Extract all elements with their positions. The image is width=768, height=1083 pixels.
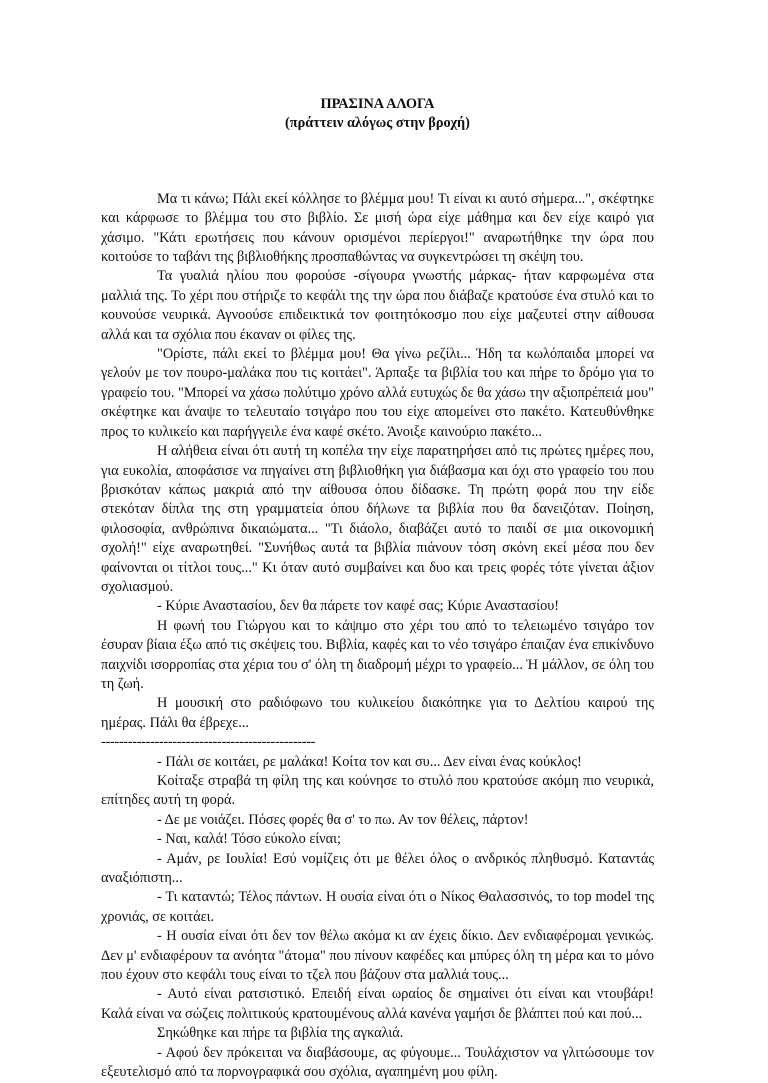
dialogue-line: - Ναι, καλά! Τόσο εύκολο είναι; xyxy=(157,831,341,848)
title-spacer xyxy=(101,134,654,190)
dialogue-line: - Η ουσία είναι ότι δεν τον θέλω ακόμα κι αν έχεις δίκιο. Δεν ενδιαφέρομαι γενικώς. Δεν μ' ενδιαφέρουν τα ανόητα "άτομα" που πίνουν καφέδες και μπύρες όλη τη μέρα και το μόνο που έχουν στο κεφάλι τους είναι το τζελ που βάζουν στα μαλλιά τους... xyxy=(101,928,654,984)
dialogue-line: Κοίταξε στραβά τη φίλη της και κούνησε το στυλό που κρατούσε ακόμη πιο νευρικά, επίτηδες αυτή τη φορά. xyxy=(101,773,654,809)
dialogue-line: - Αφού δεν πρόκειται να διαβάσουμε, ας φύγουμε... Τουλάχιστον να γλιτώσουμε τον εξευτελισμό από τα πορνογραφικά σου σχόλια, αγαπημένη μου φίλη. xyxy=(101,1044,654,1081)
dialogue-line: - Τι καταντώ; Τέλος πάντων. Η ουσία είναι ότι ο Νίκος Θαλασσινός, το top model της χρονιάς, σε κοιτάει. xyxy=(101,889,654,925)
paragraph: Τα γυαλιά ηλίου που φορούσε -σίγουρα γνωστής μάρκας- ήταν καρφωμένα στα μαλλιά της. Το χέρι που στήριζε το κεφάλι της την ώρα που διάβαζε κρατούσε ένα στυλό και το κουνούσε νευρικά. Αγνοούσε επιδεικτικά τον φοιτητόκοσμο που είχε μαζευτεί στην αίθουσα αλλά και τα σχόλια που έκαναν οι φίλες της. xyxy=(101,268,654,343)
paragraph: Η αλήθεια είναι ότι αυτή τη κοπέλα την είχε παρατηρήσει από τις πρώτες ημέρες που, για ευκολία, αποφάσισε να πηγαίνει στη βιβλιοθήκη για διάβασμα και όχι στο γραφείο του που βρισκόταν κάπως μακριά από την αίθουσα όπου δίδασκε. Τη πρώτη φορά που την είδε στεκόταν δίπλα της στη γραμματεία όπου δήλωνε τα βιβλία που θα δανειζόταν. Ποίηση, φιλοσοφία, ανθρώπινα δικαιώματα... "Τι διάολο, διαβάζει αυτό το παιδί σε μια οικονομική σχολή!" είχε αναρωτηθεί. "Συνήθως αυτά τα βιβλία πιάνουν τόση σκόνη εκεί μέσα που δεν φαίνονται οι τίτλοι τους..." Κι όταν αυτό συμβαίνει και δυο και τρεις φορές τότε γίνεται άξιον σχολιασμού. xyxy=(101,443,654,595)
paragraph: - Κύριε Αναστασίου, δεν θα πάρετε τον καφέ σας; Κύριε Αναστασίου! xyxy=(157,598,560,615)
paragraph: Η φωνή του Γιώργου και το κάψιμο στο χέρι του από το τελειωμένο τσιγάρο τον έσυραν βίαια έξω από τις σκέψεις του. Βιβλία, καφές και το νέο τσιγάρο έπαιζαν ένα επικίνδυνο παιχνίδι ισορροπίας στα χέρια του σ' όλη τη διαδρομή μέχρι το γραφείο... Ή μάλλον, σε όλη του τη ζωή. xyxy=(101,617,654,692)
dialogue-line: - Αυτό είναι ρατσιστικό. Επειδή είναι ωραίος δε σημαίνει ότι είναι και ντουβάρι! Καλά είναι να σώζεις πολιτικούς κρατουμένους αλλά κανένα γαμήσι δε βλάπτει πού και πού... xyxy=(101,986,654,1022)
paragraph: Μα τι κάνω; Πάλι εκεί κόλλησε το βλέμμα μου! Τι είναι κι αυτό σήμερα...", σκέφτηκε και κάρφωσε το βλέμμα του στο βιβλίο. Σε μισή ώρα είχε μάθημα και δεν είχε καιρό για χάσιμο. "Κάτι ερωτήσεις που κάνουν ορισμένοι περίεργοι!" αναρωτήθηκε την ώρα που κοιτούσε το ταβάνι της βιβλιοθήκης προσπαθώντας να συγκεντρώσει τη σκέψη του. xyxy=(101,190,654,266)
dialogue-line: - Δε με νοιάζει. Πόσες φορές θα σ' το πω. Αν τον θέλεις, πάρτον! xyxy=(157,811,529,828)
paragraph: Η μουσική στο ραδιόφωνο του κυλικείου διακόπηκε για το Δελτίου καιρού της ημέρας. Πάλι θα έβρεχε... xyxy=(101,695,654,731)
paragraph: "Ορίστε, πάλι εκεί το βλέμμα μου! Θα γίνω ρεζίλι... Ήδη τα κωλόπαιδα μπορεί να γελούν με τον πουρο-μαλάκα που τις κοιτάει". Άρπαξε τα βιβλία του και πήρε το δρόμο για το γραφείο του. "Μπορεί να χάσω πολύτιμο χρόνο αλλά ευτυχώς δε θα χάσω την αξιοπρέπειά μου" σκέφτηκε και άναψε το τελευταίο τσιγάρο που του είχε απομείνει στο πακέτο. Κατευθύνθηκε προς το κυλικείο και παρήγγειλε ένα καφέ σκέτο. Άνοιξε καινούριο πακέτο... xyxy=(101,346,654,440)
document-title: ΠΡΑΣΙΝΑ ΑΛΟΓΑ xyxy=(320,96,435,112)
document-subtitle: (πράττειν αλόγως στην βροχή) xyxy=(285,115,470,132)
document-page xyxy=(101,95,654,1083)
separator-line: ------------------------------------------------ xyxy=(101,734,316,751)
dialogue-line: - Πάλι σε κοιτάει, ρε μαλάκα! Κοίτα τον και συ... Δεν είναι ένας κούκλος! xyxy=(157,753,582,770)
dialogue-line: Σηκώθηκε και πήρε τα βιβλία της αγκαλιά. xyxy=(157,1025,404,1042)
dialogue-line: - Αμάν, ρε Ιουλία! Εσύ νομίζεις ότι με θέλει όλος ο ανδρικός πληθυσμό. Καταντάς αναξιόπιστη... xyxy=(101,850,654,887)
